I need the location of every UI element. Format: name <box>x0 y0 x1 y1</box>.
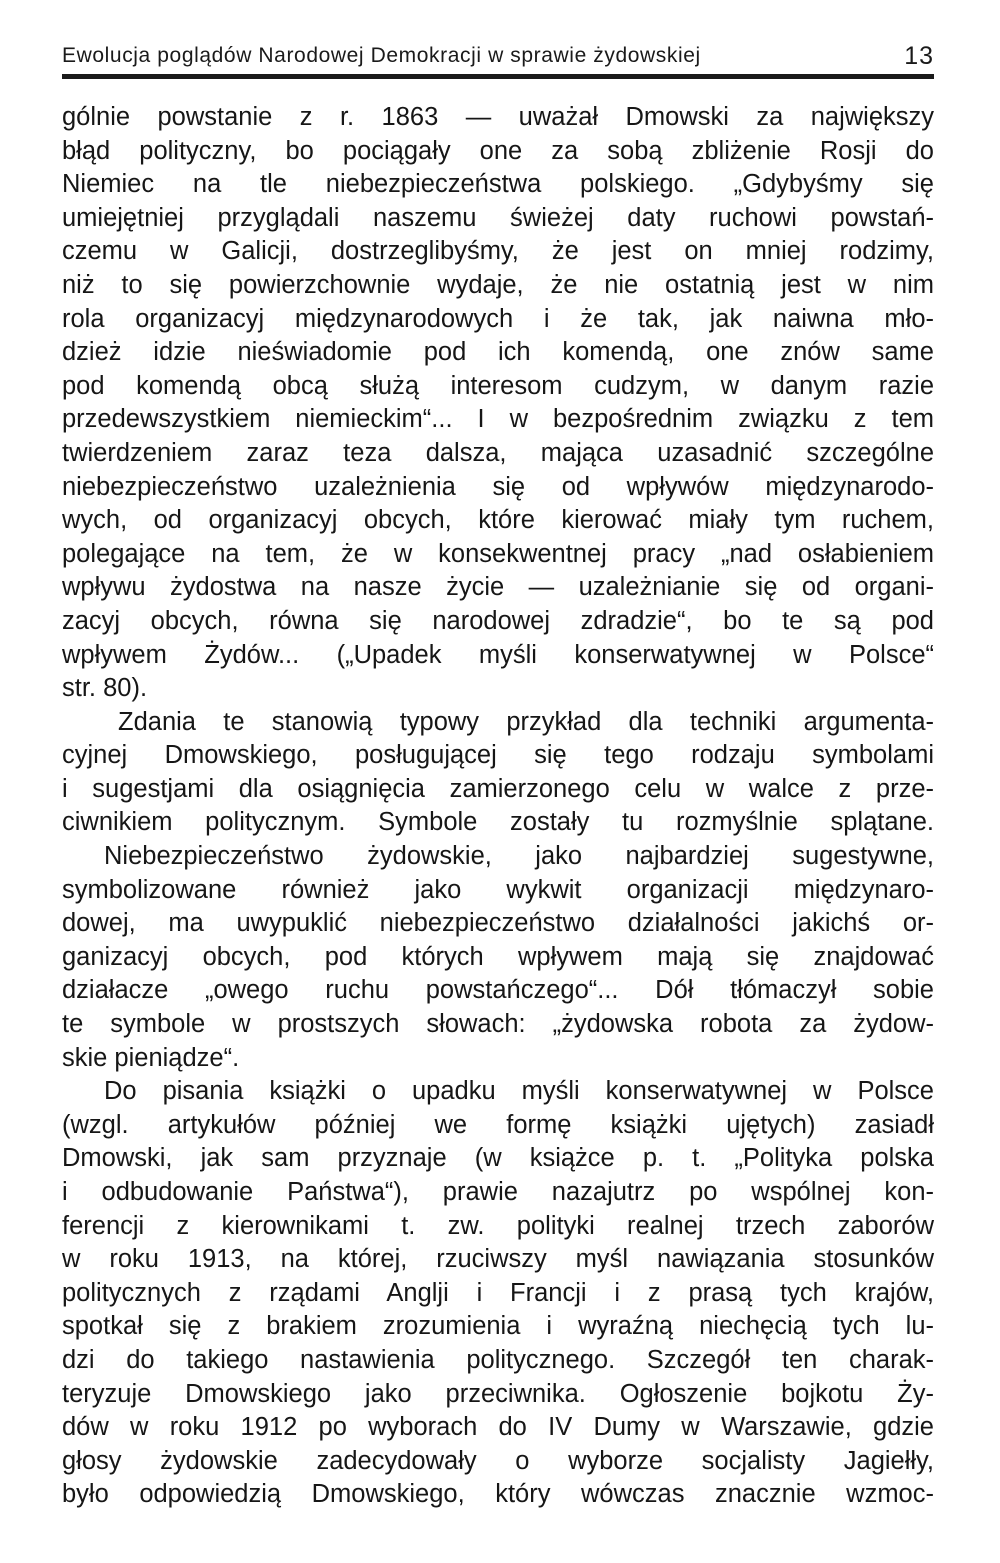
page-number: 13 <box>904 42 934 70</box>
body-text <box>62 101 934 1512</box>
text-line: Dmowski, jak sam przyznaje (w książce p. t. „Polityka polska <box>62 1144 934 1173</box>
text-line: Zdania te stanowią typowy przykład dla techniki argumenta- <box>118 707 934 736</box>
text-line: skie pieniądze“. <box>62 1043 240 1072</box>
text-line: dzi do takiego nastawienia politycznego. Szczegół ten charak- <box>62 1345 934 1374</box>
text-line: teryzuje Dmowskiego jako przeciwnika. Ogłoszenie bojkotu Ży- <box>62 1379 934 1408</box>
text-line: Niebezpieczeństwo żydowskie, jako najbardziej sugestywne, <box>104 842 934 871</box>
text-line: zacyj obcych, równa się narodowej zdradzie“, bo te są pod <box>62 606 934 635</box>
text-line: i sugestjami dla osiągnięcia zamierzonego celu w walce z prze- <box>62 774 934 803</box>
text-line: głosy żydowskie zadecydowały o wyborze socjalisty Jagiełły, <box>62 1446 934 1475</box>
text-line: wpływem Żydów... („Upadek myśli konserwatywnej w Polsce“ <box>62 640 934 669</box>
text-line: było odpowiedzią Dmowskiego, który wówczas znacznie wzmoc- <box>62 1480 934 1509</box>
text-line: ferencji z kierownikami t. zw. polityki realnej trzech zaborów <box>62 1211 934 1240</box>
text-line: spotkał się z brakiem zrozumienia i wyraźną niechęcią tych lu- <box>62 1312 934 1341</box>
text-line: te symbole w prostszych słowach: „żydowska robota za żydow- <box>62 1010 934 1039</box>
text-line: w roku 1913, na której, rzuciwszy myśl nawiązania stosunków <box>62 1245 934 1274</box>
text-line: czemu w Galicji, dostrzeglibyśmy, że jest on mniej rodzimy, <box>62 237 934 266</box>
text-line: politycznych z rządami Anglji i Francji i z prasą tych krajów, <box>62 1278 934 1307</box>
text-line: (wzgl. artykułów później we formę książki ujętych) zasiadł <box>62 1110 934 1139</box>
text-line: pod komendą obcą służą interesom cudzym, w danym razie <box>62 371 934 400</box>
text-line: umiejętniej przyglądali naszemu świeżej daty ruchowi powstań- <box>62 203 934 232</box>
text-line: i odbudowanie Państwa“), prawie nazajutrz po wspólnej kon- <box>62 1178 934 1206</box>
text-line: działacze „owego ruchu powstańczego“... Dół tłómaczył sobie <box>62 976 934 1005</box>
text-line: Do pisania książki o upadku myśli konserwatywnej w Polsce <box>104 1077 934 1106</box>
text-line: twierdzeniem zaraz teza dalsza, mająca uzasadnić szczególne <box>62 438 934 467</box>
text-line: ciwnikiem politycznym. Symbole zostały tu rozmyślnie splątane. <box>62 808 934 837</box>
running-title: Ewolucja poglądów Narodowej Demokracji w sprawie żydowskiej <box>62 44 701 67</box>
text-line: str. 80). <box>62 674 148 703</box>
text-line: gólnie powstanie z r. 1863 — uważał Dmowski za największy <box>62 103 934 131</box>
text-line: cyjnej Dmowskiego, posługującej się tego rodzaju symbolami <box>62 741 934 770</box>
text-line: wpływu żydostwa na nasze życie — uzależnianie się od organi- <box>62 573 934 602</box>
text-line: dzież idzie nieświadomie pod ich komendą, one znów same <box>62 338 934 367</box>
text-line: symbolizowane również jako wykwit organizacji międzynaro- <box>62 875 934 904</box>
page-header <box>62 40 934 72</box>
header-rule <box>62 74 934 79</box>
text-line: niebezpieczeństwo uzależnienia się od wpływów międzynarodo- <box>62 472 934 501</box>
text-line: wych, od organizacyj obcych, które kierować miały tym ruchem, <box>62 506 934 535</box>
text-line: niż to się powierzchownie wydaje, że nie ostatnią jest w nim <box>62 270 934 299</box>
text-line: przedewszystkiem niemieckim“... I w bezpośrednim związku z tem <box>62 405 934 434</box>
text-line: błąd polityczny, bo pociągały one za sobą zbliżenie Rosji do <box>62 136 934 165</box>
text-line: dowej, ma uwypuklić niebezpieczeństwo działalności jakichś or- <box>62 909 934 938</box>
text-line: dów w roku 1912 po wyborach do IV Dumy w Warszawie, gdzie <box>62 1413 934 1442</box>
text-line: Niemiec na tle niebezpieczeństwa polskiego. „Gdybyśmy się <box>62 170 934 199</box>
text-line: ganizacyj obcych, pod których wpływem mają się znajdować <box>62 942 934 971</box>
text-line: polegające na tem, że w konsekwentnej pracy „nad osłabieniem <box>62 539 934 568</box>
text-line: rola organizacyj międzynarodowych i że tak, jak naiwna mło- <box>62 304 934 333</box>
